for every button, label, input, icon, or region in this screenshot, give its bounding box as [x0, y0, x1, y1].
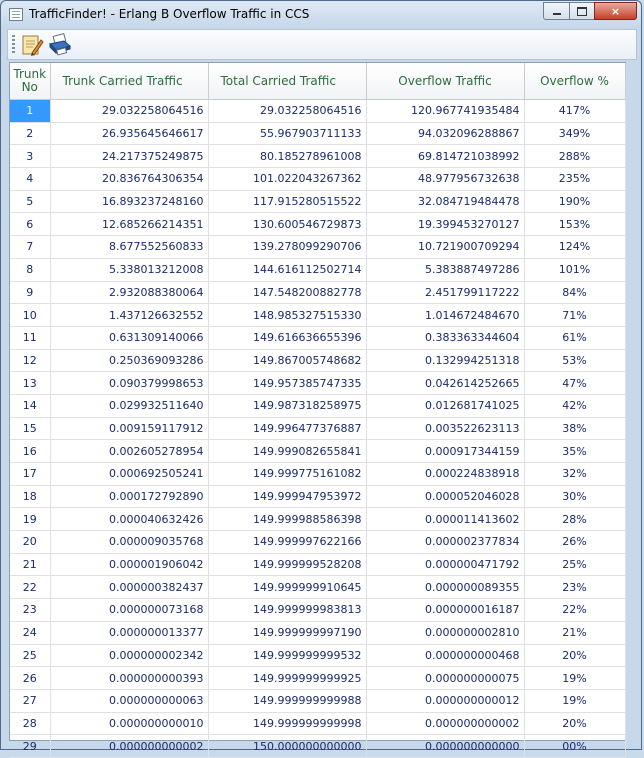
- cell-overflow[interactable]: 0.000052046028: [366, 485, 524, 508]
- cell-trunk-no[interactable]: 14: [10, 394, 50, 417]
- cell-trunk-carried[interactable]: 0.000040632426: [50, 508, 208, 531]
- cell-overflow-pct[interactable]: 20%: [524, 712, 625, 735]
- cell-trunk-carried[interactable]: 26.935645646617: [50, 122, 208, 145]
- cell-trunk-carried[interactable]: 0.000009035768: [50, 531, 208, 554]
- cell-trunk-carried[interactable]: 0.000000073168: [50, 599, 208, 622]
- cell-overflow-pct[interactable]: 190%: [524, 190, 625, 213]
- cell-trunk-no[interactable]: 13: [10, 372, 50, 395]
- cell-overflow[interactable]: 0.000011413602: [366, 508, 524, 531]
- cell-trunk-carried[interactable]: 2.932088380064: [50, 281, 208, 304]
- cell-trunk-no[interactable]: 2: [10, 122, 50, 145]
- cell-overflow[interactable]: 0.000224838918: [366, 463, 524, 486]
- toolbar: [7, 29, 637, 60]
- cell-total-carried[interactable]: 139.278099290706: [208, 236, 366, 259]
- cell-trunk-no[interactable]: 16: [10, 440, 50, 463]
- cell-overflow[interactable]: 2.451799117222: [366, 281, 524, 304]
- cell-trunk-no[interactable]: 11: [10, 326, 50, 349]
- cell-trunk-carried[interactable]: 29.032258064516: [50, 100, 208, 123]
- cell-overflow-pct[interactable]: 47%: [524, 372, 625, 395]
- cell-overflow-pct[interactable]: 124%: [524, 236, 625, 259]
- edit-button[interactable]: [20, 33, 44, 57]
- cell-overflow[interactable]: 0.000000000002: [366, 712, 524, 735]
- cell-trunk-no[interactable]: 4: [10, 168, 50, 191]
- app-icon[interactable]: [9, 8, 23, 21]
- col-header-trunk-carried[interactable]: Trunk Carried Traffic: [50, 63, 208, 100]
- cell-overflow[interactable]: 0.000002377834: [366, 531, 524, 554]
- cell-total-carried[interactable]: 149.999999999532: [208, 644, 366, 667]
- cell-trunk-carried[interactable]: 24.217375249875: [50, 145, 208, 168]
- cell-overflow-pct[interactable]: 28%: [524, 508, 625, 531]
- cell-overflow-pct[interactable]: 349%: [524, 122, 625, 145]
- cell-trunk-carried[interactable]: 0.000001906042: [50, 553, 208, 576]
- cell-overflow[interactable]: 48.977956732638: [366, 168, 524, 191]
- cell-trunk-no[interactable]: 7: [10, 236, 50, 259]
- cell-trunk-no[interactable]: 20: [10, 531, 50, 554]
- cell-trunk-carried[interactable]: 5.338013212008: [50, 258, 208, 281]
- cell-trunk-carried[interactable]: 0.009159117912: [50, 417, 208, 440]
- cell-overflow-pct[interactable]: 30%: [524, 485, 625, 508]
- cell-overflow-pct[interactable]: 22%: [524, 599, 625, 622]
- cell-overflow-pct[interactable]: 288%: [524, 145, 625, 168]
- col-header-trunk-no[interactable]: [10, 63, 50, 100]
- table-row[interactable]: [10, 621, 625, 644]
- cell-total-carried[interactable]: 149.999999999998: [208, 712, 366, 735]
- cell-total-carried[interactable]: 149.616636655396: [208, 326, 366, 349]
- table-body: [10, 100, 625, 758]
- cell-overflow[interactable]: 0.132994251318: [366, 349, 524, 372]
- cell-overflow-pct[interactable]: 00%: [524, 735, 625, 758]
- maximize-icon: [577, 7, 587, 16]
- cell-overflow-pct[interactable]: 38%: [524, 417, 625, 440]
- cell-total-carried[interactable]: 144.616112502714: [208, 258, 366, 281]
- minimize-icon: [553, 13, 561, 15]
- cell-trunk-carried[interactable]: 0.000000013377: [50, 621, 208, 644]
- cell-trunk-no[interactable]: 17: [10, 463, 50, 486]
- cell-total-carried[interactable]: 149.957385747335: [208, 372, 366, 395]
- cell-trunk-carried[interactable]: 0.631309140066: [50, 326, 208, 349]
- cell-overflow-pct[interactable]: 20%: [524, 644, 625, 667]
- cell-trunk-carried[interactable]: 0.000692505241: [50, 463, 208, 486]
- cell-trunk-no[interactable]: 8: [10, 258, 50, 281]
- maximize-button[interactable]: [569, 2, 595, 20]
- col-header-overflow[interactable]: Overflow Traffic: [366, 63, 524, 100]
- cell-trunk-no[interactable]: 12: [10, 349, 50, 372]
- cell-total-carried[interactable]: 80.185278961008: [208, 145, 366, 168]
- table-row[interactable]: [10, 213, 625, 236]
- close-icon: ×: [610, 4, 621, 18]
- cell-overflow[interactable]: 1.014672484670: [366, 304, 524, 327]
- cell-total-carried[interactable]: 101.022043267362: [208, 168, 366, 191]
- print-button[interactable]: [48, 33, 72, 57]
- table-row[interactable]: [10, 712, 625, 735]
- cell-overflow-pct[interactable]: 153%: [524, 213, 625, 236]
- table-row[interactable]: [10, 644, 625, 667]
- table-row[interactable]: [10, 372, 625, 395]
- cell-trunk-no[interactable]: 25: [10, 644, 50, 667]
- cell-total-carried[interactable]: 150.000000000000: [208, 735, 366, 758]
- table-row[interactable]: [10, 258, 625, 281]
- cell-overflow-pct[interactable]: 84%: [524, 281, 625, 304]
- cell-total-carried[interactable]: 149.999999999925: [208, 667, 366, 690]
- cell-trunk-no[interactable]: 1: [10, 100, 50, 123]
- table-row[interactable]: [10, 689, 625, 712]
- cell-total-carried[interactable]: 149.999999997190: [208, 621, 366, 644]
- window-title: TrafficFinder! - Erlang B Overflow Traffic in CCS: [29, 7, 310, 21]
- cell-trunk-no[interactable]: 29: [10, 735, 50, 758]
- table-row[interactable]: [10, 100, 625, 123]
- cell-overflow-pct[interactable]: 26%: [524, 531, 625, 554]
- toolbar-grip[interactable]: [12, 35, 15, 55]
- col-header-overflow-pct[interactable]: Overflow %: [524, 63, 625, 100]
- table-row[interactable]: [10, 553, 625, 576]
- cell-overflow[interactable]: 0.000000471792: [366, 553, 524, 576]
- table-row[interactable]: [10, 417, 625, 440]
- table-row[interactable]: [10, 485, 625, 508]
- cell-trunk-carried[interactable]: 16.893237248160: [50, 190, 208, 213]
- table-row[interactable]: [10, 599, 625, 622]
- cell-overflow[interactable]: 0.000000016187: [366, 599, 524, 622]
- cell-total-carried[interactable]: 149.999999910645: [208, 576, 366, 599]
- table-row[interactable]: [10, 349, 625, 372]
- cell-overflow[interactable]: 0.000000000012: [366, 689, 524, 712]
- cell-overflow-pct[interactable]: 19%: [524, 667, 625, 690]
- table-row[interactable]: [10, 281, 625, 304]
- table-row[interactable]: [10, 326, 625, 349]
- cell-trunk-no[interactable]: 23: [10, 599, 50, 622]
- table-row[interactable]: [10, 531, 625, 554]
- notepad-pencil-icon: [20, 33, 44, 57]
- cell-trunk-carried[interactable]: 20.836764306354: [50, 168, 208, 191]
- cell-total-carried[interactable]: 149.999775161082: [208, 463, 366, 486]
- table-row[interactable]: [10, 304, 625, 327]
- cell-overflow-pct[interactable]: 23%: [524, 576, 625, 599]
- printer-icon: [48, 33, 72, 57]
- cell-total-carried[interactable]: 117.915280515522: [208, 190, 366, 213]
- minimize-button[interactable]: [543, 2, 570, 20]
- cell-total-carried[interactable]: 149.999082655841: [208, 440, 366, 463]
- table-row[interactable]: [10, 122, 625, 145]
- overflow-table: [10, 63, 626, 758]
- cell-overflow[interactable]: 0.042614252665: [366, 372, 524, 395]
- cell-trunk-no[interactable]: 18: [10, 485, 50, 508]
- cell-total-carried[interactable]: 147.548200882778: [208, 281, 366, 304]
- cell-total-carried[interactable]: 148.985327515330: [208, 304, 366, 327]
- cell-total-carried[interactable]: 149.999988586398: [208, 508, 366, 531]
- results-grid[interactable]: [9, 62, 626, 753]
- cell-total-carried[interactable]: 149.996477376887: [208, 417, 366, 440]
- cell-trunk-no[interactable]: 27: [10, 689, 50, 712]
- cell-total-carried[interactable]: 149.999999983813: [208, 599, 366, 622]
- cell-trunk-carried[interactable]: 8.677552560833: [50, 236, 208, 259]
- cell-trunk-carried[interactable]: 0.000000382437: [50, 576, 208, 599]
- cell-overflow-pct[interactable]: 21%: [524, 621, 625, 644]
- cell-trunk-carried[interactable]: 0.002605278954: [50, 440, 208, 463]
- table-row[interactable]: [10, 463, 625, 486]
- cell-overflow-pct[interactable]: 25%: [524, 553, 625, 576]
- cell-overflow-pct[interactable]: 53%: [524, 349, 625, 372]
- cell-trunk-no[interactable]: 21: [10, 553, 50, 576]
- cell-trunk-no[interactable]: 15: [10, 417, 50, 440]
- col-header-trunk-no-line1: Trunk: [13, 67, 47, 81]
- cell-overflow-pct[interactable]: 235%: [524, 168, 625, 191]
- cell-overflow[interactable]: 0.000000000075: [366, 667, 524, 690]
- table-row[interactable]: [10, 667, 625, 690]
- cell-trunk-carried[interactable]: 0.000000000063: [50, 689, 208, 712]
- cell-total-carried[interactable]: 55.967903711133: [208, 122, 366, 145]
- table-row[interactable]: [10, 190, 625, 213]
- cell-overflow[interactable]: 0.000000000000: [366, 735, 524, 758]
- cell-trunk-carried[interactable]: 0.000000002342: [50, 644, 208, 667]
- table-row[interactable]: [10, 394, 625, 417]
- table-row[interactable]: [10, 145, 625, 168]
- cell-trunk-carried[interactable]: 0.029932511640: [50, 394, 208, 417]
- table-row[interactable]: [10, 168, 625, 191]
- cell-overflow[interactable]: 69.814721038992: [366, 145, 524, 168]
- cell-overflow-pct[interactable]: 417%: [524, 100, 625, 123]
- cell-trunk-no[interactable]: 6: [10, 213, 50, 236]
- cell-overflow[interactable]: 0.000000089355: [366, 576, 524, 599]
- cell-overflow[interactable]: 19.399453270127: [366, 213, 524, 236]
- cell-trunk-no[interactable]: 26: [10, 667, 50, 690]
- cell-total-carried[interactable]: 149.999999999988: [208, 689, 366, 712]
- col-header-total-carried[interactable]: Total Carried Traffic: [208, 63, 366, 100]
- cell-trunk-carried[interactable]: 12.685266214351: [50, 213, 208, 236]
- cell-trunk-carried[interactable]: 1.437126632552: [50, 304, 208, 327]
- cell-overflow[interactable]: 10.721900709294: [366, 236, 524, 259]
- cell-overflow-pct[interactable]: 61%: [524, 326, 625, 349]
- table-row[interactable]: [10, 440, 625, 463]
- table-row[interactable]: [10, 735, 625, 758]
- cell-overflow[interactable]: 120.967741935484: [366, 100, 524, 123]
- cell-overflow[interactable]: 0.012681741025: [366, 394, 524, 417]
- cell-overflow-pct[interactable]: 32%: [524, 463, 625, 486]
- cell-overflow-pct[interactable]: 35%: [524, 440, 625, 463]
- table-row[interactable]: [10, 236, 625, 259]
- cell-trunk-no[interactable]: 28: [10, 712, 50, 735]
- cell-total-carried[interactable]: 149.999999528208: [208, 553, 366, 576]
- cell-overflow-pct[interactable]: 101%: [524, 258, 625, 281]
- header-row: [10, 63, 625, 100]
- cell-trunk-no[interactable]: 3: [10, 145, 50, 168]
- cell-overflow[interactable]: 0.000917344159: [366, 440, 524, 463]
- cell-trunk-no[interactable]: 22: [10, 576, 50, 599]
- cell-total-carried[interactable]: 149.999997622166: [208, 531, 366, 554]
- cell-overflow[interactable]: 0.003522623113: [366, 417, 524, 440]
- table-row[interactable]: [10, 576, 625, 599]
- cell-overflow[interactable]: 32.084719484478: [366, 190, 524, 213]
- cell-trunk-carried[interactable]: 0.000000000393: [50, 667, 208, 690]
- cell-overflow-pct[interactable]: 71%: [524, 304, 625, 327]
- cell-overflow[interactable]: 0.000000000468: [366, 644, 524, 667]
- cell-trunk-carried[interactable]: 0.000000000010: [50, 712, 208, 735]
- cell-trunk-carried[interactable]: 0.000000000002: [50, 735, 208, 758]
- cell-overflow[interactable]: 5.383887497286: [366, 258, 524, 281]
- cell-trunk-no[interactable]: 19: [10, 508, 50, 531]
- cell-trunk-carried[interactable]: 0.000172792890: [50, 485, 208, 508]
- cell-trunk-carried[interactable]: 0.250369093286: [50, 349, 208, 372]
- title-bar[interactable]: [1, 1, 641, 29]
- cell-total-carried[interactable]: 29.032258064516: [208, 100, 366, 123]
- cell-trunk-no[interactable]: 9: [10, 281, 50, 304]
- close-button[interactable]: [594, 2, 637, 20]
- cell-overflow[interactable]: 0.383363344604: [366, 326, 524, 349]
- cell-trunk-no[interactable]: 10: [10, 304, 50, 327]
- table-row[interactable]: [10, 508, 625, 531]
- cell-total-carried[interactable]: 149.987318258975: [208, 394, 366, 417]
- cell-trunk-no[interactable]: 5: [10, 190, 50, 213]
- cell-total-carried[interactable]: 149.867005748682: [208, 349, 366, 372]
- col-header-trunk-no-line2: No: [21, 80, 38, 94]
- cell-total-carried[interactable]: 130.600546729873: [208, 213, 366, 236]
- cell-overflow-pct[interactable]: 19%: [524, 689, 625, 712]
- cell-total-carried[interactable]: 149.999947953972: [208, 485, 366, 508]
- cell-overflow-pct[interactable]: 42%: [524, 394, 625, 417]
- cell-trunk-no[interactable]: 24: [10, 621, 50, 644]
- cell-overflow[interactable]: 94.032096288867: [366, 122, 524, 145]
- cell-trunk-carried[interactable]: 0.090379998653: [50, 372, 208, 395]
- cell-overflow[interactable]: 0.000000002810: [366, 621, 524, 644]
